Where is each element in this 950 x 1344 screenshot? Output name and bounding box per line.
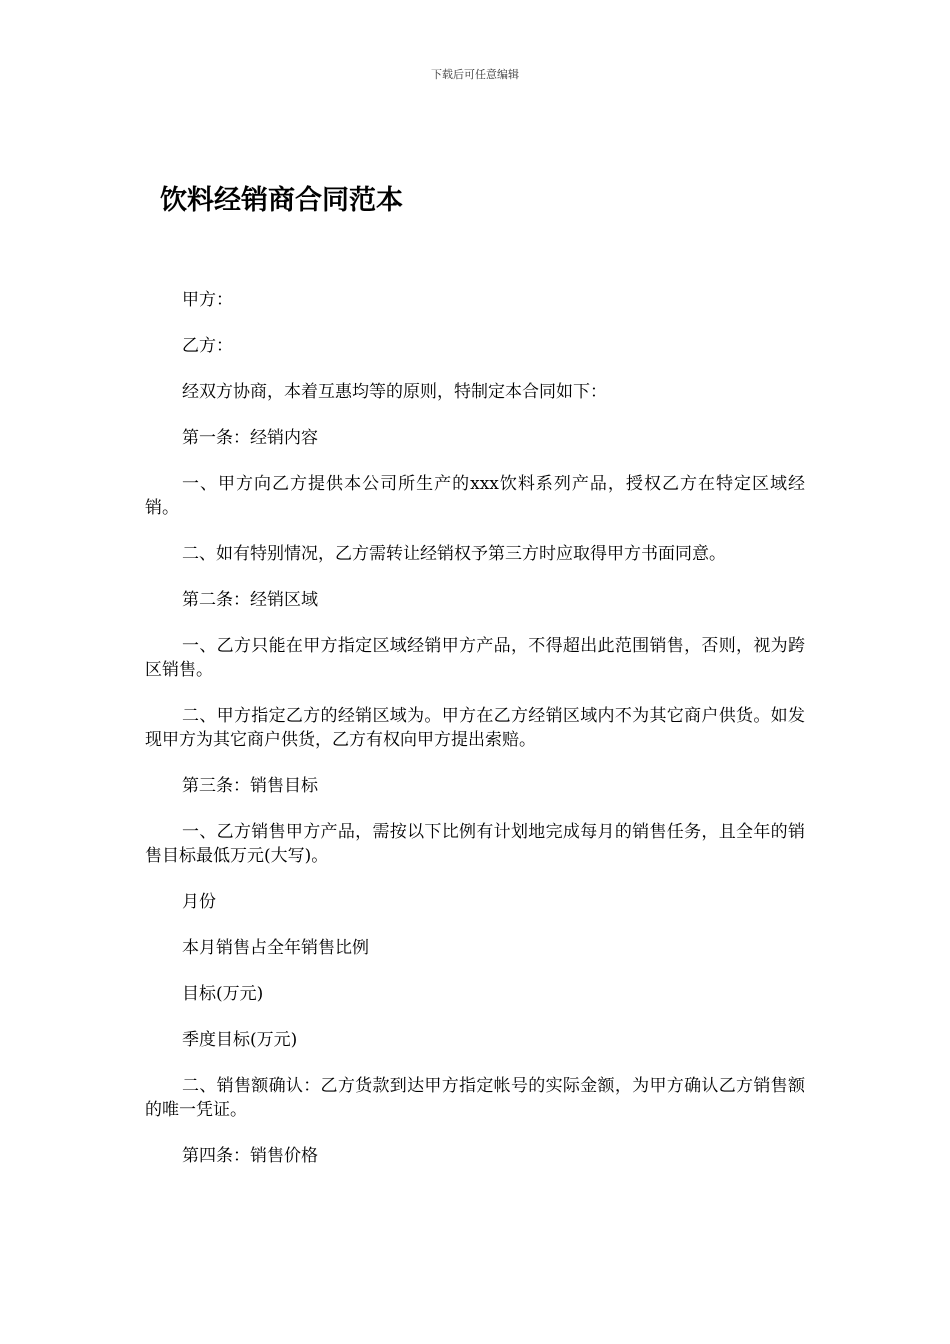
article-3-heading: 第三条：销售目标 [182, 776, 318, 796]
article-3-clause-1: 一、乙方销售甲方产品，需按以下比例有计划地完成每月的销售任务，且全年的销售目标最低万元(大写)。 [145, 822, 805, 866]
article-2-clause-2: 二、甲方指定乙方的经销区域为。甲方在乙方经销区域内不为其它商户供货。如发现甲方为其它商户供货，乙方有权向甲方提出索赔。 [145, 706, 805, 750]
preamble-paragraph: 经双方协商，本着互惠均等的原则，特制定本合同如下： [182, 382, 607, 402]
party-b-line: 乙方： [182, 336, 233, 356]
article-2-clause-1: 一、乙方只能在甲方指定区域经销甲方产品，不得超出此范围销售，否则，视为跨区销售。 [145, 636, 805, 680]
document-title: 饮料经销商合同范本 [160, 185, 403, 216]
document-body [145, 288, 805, 1190]
header-note: 下载后可任意编辑 [431, 68, 519, 81]
article-1-clause-2: 二、如有特别情况，乙方需转让经销权予第三方时应取得甲方书面同意。 [182, 544, 726, 564]
table-label-monthly-ratio: 本月销售占全年销售比例 [182, 938, 369, 958]
article-2-heading: 第二条：经销区域 [182, 590, 318, 610]
article-1-clause-1: 一、甲方向乙方提供本公司所生产的xxx饮料系列产品，授权乙方在特定区域经销。 [145, 474, 805, 518]
table-label-target: 目标(万元) [182, 984, 264, 1004]
article-3-clause-2: 二、销售额确认：乙方货款到达甲方指定帐号的实际金额，为甲方确认乙方销售额的唯一凭证。 [145, 1076, 805, 1120]
table-label-month: 月份 [182, 892, 216, 912]
article-1-heading: 第一条：经销内容 [182, 428, 318, 448]
party-a-line: 甲方： [182, 290, 233, 310]
article-4-heading: 第四条：销售价格 [182, 1146, 318, 1166]
table-label-quarterly-target: 季度目标(万元) [182, 1030, 298, 1050]
